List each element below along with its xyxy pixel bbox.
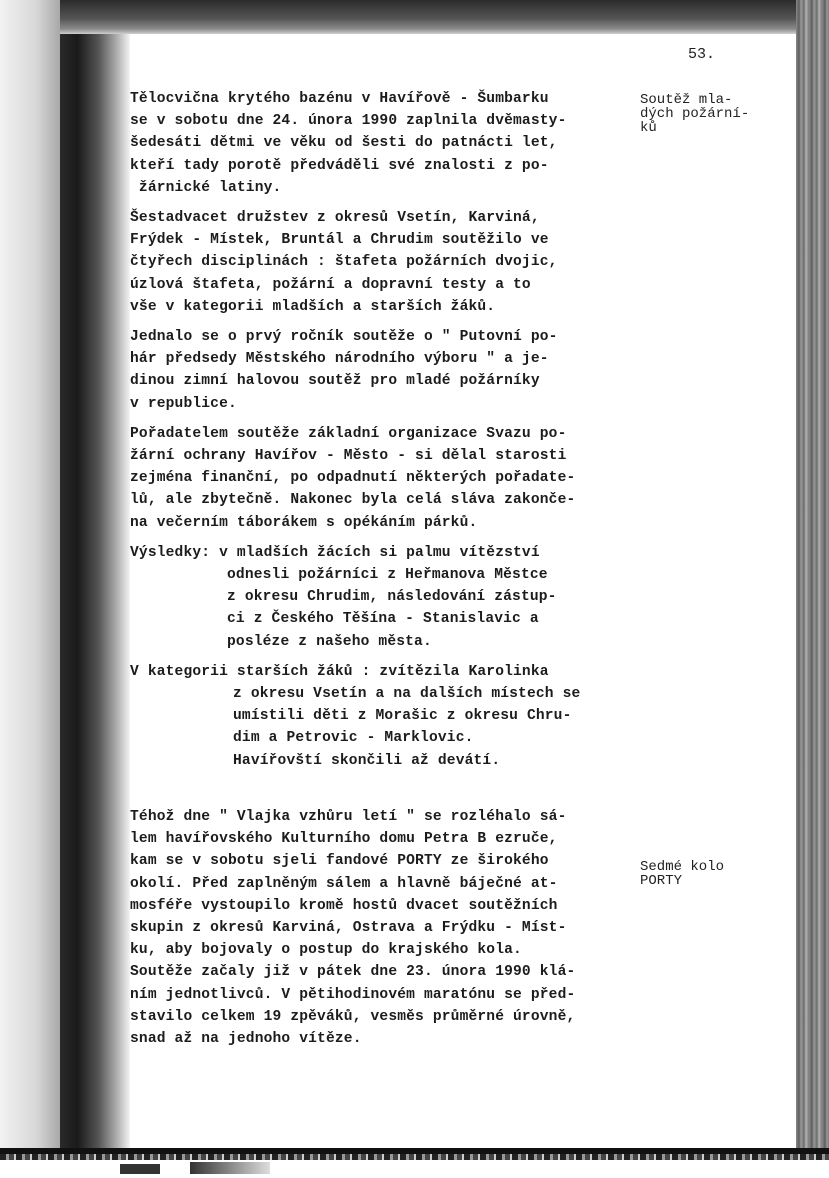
paragraph-results bbox=[130, 542, 645, 653]
text-line: žární ochrany Havířov - Město - si dělal starosti bbox=[130, 448, 567, 465]
text-line: skupin z okresů Karviná, Ostrava a Frýdku - Míst- bbox=[130, 919, 567, 936]
paragraph-porta bbox=[130, 806, 645, 1050]
side-note-line: PORTY bbox=[640, 873, 683, 889]
text-line: Výsledky: v mladších žácích si palmu vítězství bbox=[130, 544, 540, 561]
text-line: dim a Petrovic - Marklovic. bbox=[233, 730, 474, 747]
text-line: Frýdek - Místek, Bruntál a Chrudim soutěžilo ve bbox=[130, 232, 549, 249]
section-gap bbox=[130, 780, 645, 806]
book-gutter-shadow bbox=[60, 0, 130, 1178]
text-line: zejména finanční, po odpadnutí některých pořadate- bbox=[130, 470, 576, 487]
scan-bottom-edge bbox=[0, 1148, 829, 1178]
text-line: Havířovští skončili až devátí. bbox=[233, 752, 501, 769]
text-line: vše v kategorii mladších a starších žáků. bbox=[130, 298, 496, 315]
side-note-line: dých požární- bbox=[640, 106, 750, 122]
scan-left-margin bbox=[0, 0, 60, 1178]
page-number: 53. bbox=[688, 46, 716, 63]
text-line: Pořadatelem soutěže základní organizace Svazu po- bbox=[130, 425, 567, 442]
scan-right-edge bbox=[796, 0, 829, 1178]
scan-noise-band bbox=[0, 1154, 829, 1160]
text-line: okolí. Před zaplněným sálem a hlavně báječné at- bbox=[130, 875, 558, 892]
scan-artifact bbox=[190, 1162, 270, 1174]
scan-artifact bbox=[120, 1164, 160, 1174]
text-line: snad až na jednoho vítěze. bbox=[130, 1030, 362, 1047]
paragraph-first-edition bbox=[130, 326, 645, 415]
text-line: Soutěže začaly již v pátek dne 23. února 1990 klá- bbox=[130, 964, 576, 981]
text-line: umístili děti z Morašic z okresu Chru- bbox=[233, 708, 572, 725]
text-line: lem havířovského Kulturního domu Petra B ezruče, bbox=[130, 831, 558, 848]
text-line: šedesáti dětmi ve věku od šesti do patnácti let, bbox=[130, 135, 558, 152]
paragraph-gym bbox=[130, 88, 645, 199]
paragraph-teams bbox=[130, 207, 645, 318]
text-line: ním jednotlivců. V pětihodinovém maratónu se před- bbox=[130, 986, 576, 1003]
text-line: úzlová štafeta, požární a dopravní testy a to bbox=[130, 276, 531, 293]
text-line: z okresu Vsetín a na dalších místech se bbox=[233, 686, 581, 703]
text-line: se v sobotu dne 24. února 1990 zaplnila dvěmasty- bbox=[130, 113, 567, 130]
scan-top-edge bbox=[60, 0, 829, 34]
paragraph-organizer bbox=[130, 423, 645, 534]
text-line: V kategorii starších žáků : zvítězila Karolinka bbox=[130, 663, 549, 680]
text-line: Jednalo se o prvý ročník soutěže o " Putovní po- bbox=[130, 329, 558, 346]
text-line: Tělocvična krytého bazénu v Havířově - Šumbarku bbox=[130, 91, 549, 107]
paragraph-older-category bbox=[130, 661, 645, 772]
text-line: Šestadvacet družstev z okresů Vsetín, Karviná, bbox=[130, 210, 540, 227]
text-line: čtyřech disciplinách : štafeta požárních dvojic, bbox=[130, 254, 558, 271]
text-line: na večerním táborákem s opékáním párků. bbox=[130, 514, 478, 531]
text-line: odnesli požárníci z Heřmanova Městce bbox=[227, 567, 548, 584]
text-line: hár předsedy Městského národního výboru " a je- bbox=[130, 351, 549, 368]
side-note-line: Sedmé kolo bbox=[640, 859, 725, 875]
text-line: dinou zimní halovou soutěž pro mladé požárníky bbox=[130, 373, 540, 390]
side-note-line: Soutěž mla- bbox=[640, 92, 733, 108]
side-note-youth-firefighters bbox=[640, 93, 790, 135]
text-line: žárnické latiny. bbox=[130, 179, 282, 196]
side-note-porta bbox=[640, 860, 790, 888]
typewritten-body bbox=[130, 88, 645, 1058]
text-line: ku, aby bojovaly o postup do krajského kola. bbox=[130, 942, 522, 959]
text-line: Téhož dne " Vlajka vzhůru letí " se rozléhalo sá- bbox=[130, 808, 567, 825]
side-note-line: ků bbox=[640, 120, 657, 136]
text-line: posléze z našeho města. bbox=[227, 633, 432, 650]
text-line: mosféře vystoupilo kromě hostů dvacet soutěžních bbox=[130, 897, 558, 914]
text-line: kteří tady porotě předváděli své znalosti z po- bbox=[130, 157, 549, 174]
text-line: z okresu Chrudim, následování zástup- bbox=[227, 589, 557, 606]
text-line: kam se v sobotu sjeli fandové PORTY ze širokého bbox=[130, 853, 549, 870]
text-line: lů, ale zbytečně. Nakonec byla celá sláva zakonče- bbox=[130, 492, 576, 509]
text-line: v republice. bbox=[130, 395, 237, 412]
text-line: stavilo celkem 19 zpěváků, vesměs průměrné úrovně, bbox=[130, 1008, 576, 1025]
text-line: ci z Českého Těšína - Stanislavic a bbox=[227, 611, 539, 628]
